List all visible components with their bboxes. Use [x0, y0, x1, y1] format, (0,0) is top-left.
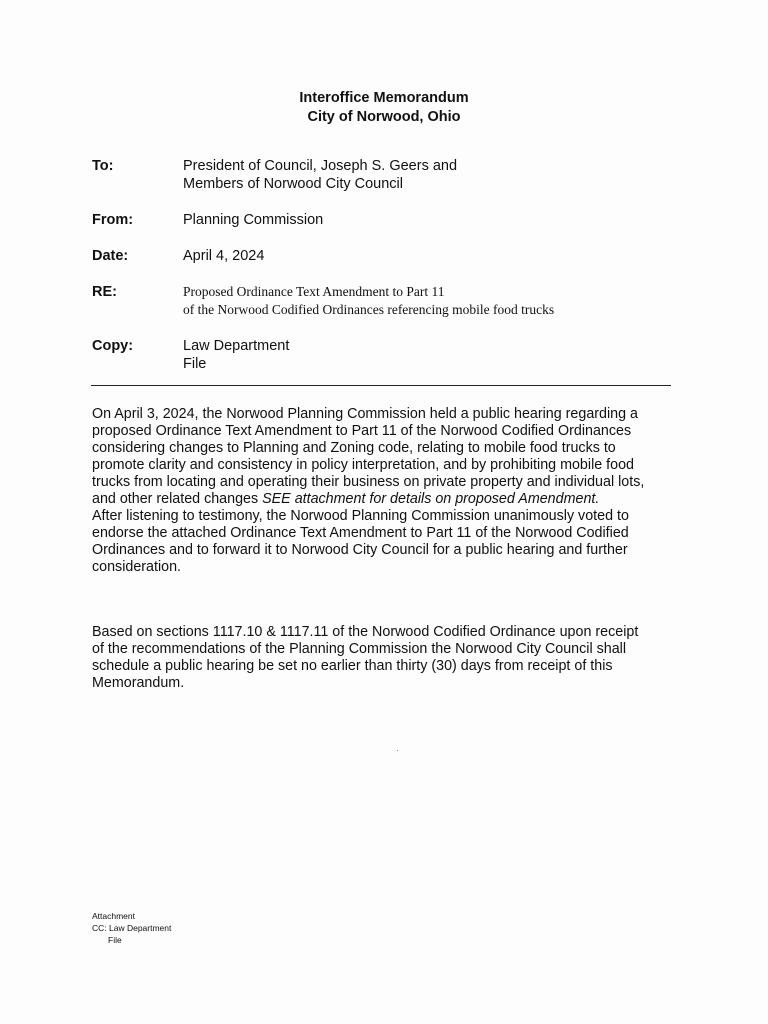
- paragraph-line: promote clarity and consistency in policy interpretation, and by prohibiting mobile food: [92, 457, 634, 473]
- to-line: President of Council, Joseph S. Geers and: [183, 158, 458, 174]
- paragraph-line: On April 3, 2024, the Norwood Planning Commission held a public hearing regarding a: [92, 406, 638, 422]
- body-paragraph-1: [92, 406, 692, 576]
- paragraph-line: endorse the attached Ordinance Text Amendment to Part 11 of the Norwood Codified: [92, 525, 629, 541]
- to-value: [183, 157, 703, 193]
- re-value: [183, 283, 703, 319]
- date-value: April 4, 2024: [183, 248, 265, 264]
- copy-label: Copy:: [92, 338, 134, 354]
- paragraph-line: [92, 491, 692, 508]
- paragraph-line: After listening to testimony, the Norwood Planning Commission unanimously voted to: [92, 508, 629, 524]
- attachment-reference: SEE attachment for details on proposed Amendment.: [262, 491, 600, 507]
- to-line: Members of Norwood City Council: [183, 176, 403, 192]
- paragraph-line: trucks from locating and operating their business on private property and individual lots,: [92, 474, 645, 490]
- memo-header: [0, 89, 768, 127]
- re-line: Proposed Ordinance Text Amendment to Part 11: [183, 284, 445, 299]
- copy-line: Law Department: [183, 338, 290, 354]
- paragraph-line: of the recommendations of the Planning Commission the Norwood City Council shall: [92, 641, 627, 657]
- paragraph-line: Memorandum.: [92, 675, 185, 691]
- paragraph-line: considering changes to Planning and Zoning code, relating to mobile food trucks to: [92, 440, 616, 456]
- from-label: From:: [92, 212, 134, 228]
- footer-attachment: Attachment: [92, 911, 135, 921]
- memo-subtitle: City of Norwood, Ohio: [307, 109, 461, 125]
- memo-title: Interoffice Memorandum: [299, 90, 469, 106]
- copy-line: File: [183, 356, 207, 372]
- paragraph-text: and other related changes: [92, 491, 263, 507]
- footer-notes: [92, 910, 171, 946]
- date-label: Date:: [92, 248, 129, 264]
- re-line: of the Norwood Codified Ordinances referencing mobile food trucks: [183, 302, 555, 317]
- divider-rule: [91, 385, 671, 386]
- paragraph-line: consideration.: [92, 559, 182, 575]
- re-label: RE:: [92, 284, 117, 300]
- paragraph-line: schedule a public hearing be set no earlier than thirty (30) days from receipt of this: [92, 658, 613, 674]
- paragraph-line: Based on sections 1117.10 & 1117.11 of the Norwood Codified Ordinance upon receipt: [92, 624, 639, 640]
- copy-value: [183, 337, 703, 373]
- footer-cc: CC: Law Department: [92, 923, 172, 933]
- from-value: Planning Commission: [183, 212, 324, 228]
- to-label: To:: [92, 158, 114, 174]
- paragraph-line: Ordinances and to forward it to Norwood City Council for a public hearing and further: [92, 542, 628, 558]
- body-paragraph-2: [92, 624, 692, 692]
- footer-file: File: [108, 935, 122, 945]
- scan-speck: [397, 750, 398, 751]
- paragraph-line: proposed Ordinance Text Amendment to Part 11 of the Norwood Codified Ordinances: [92, 423, 632, 439]
